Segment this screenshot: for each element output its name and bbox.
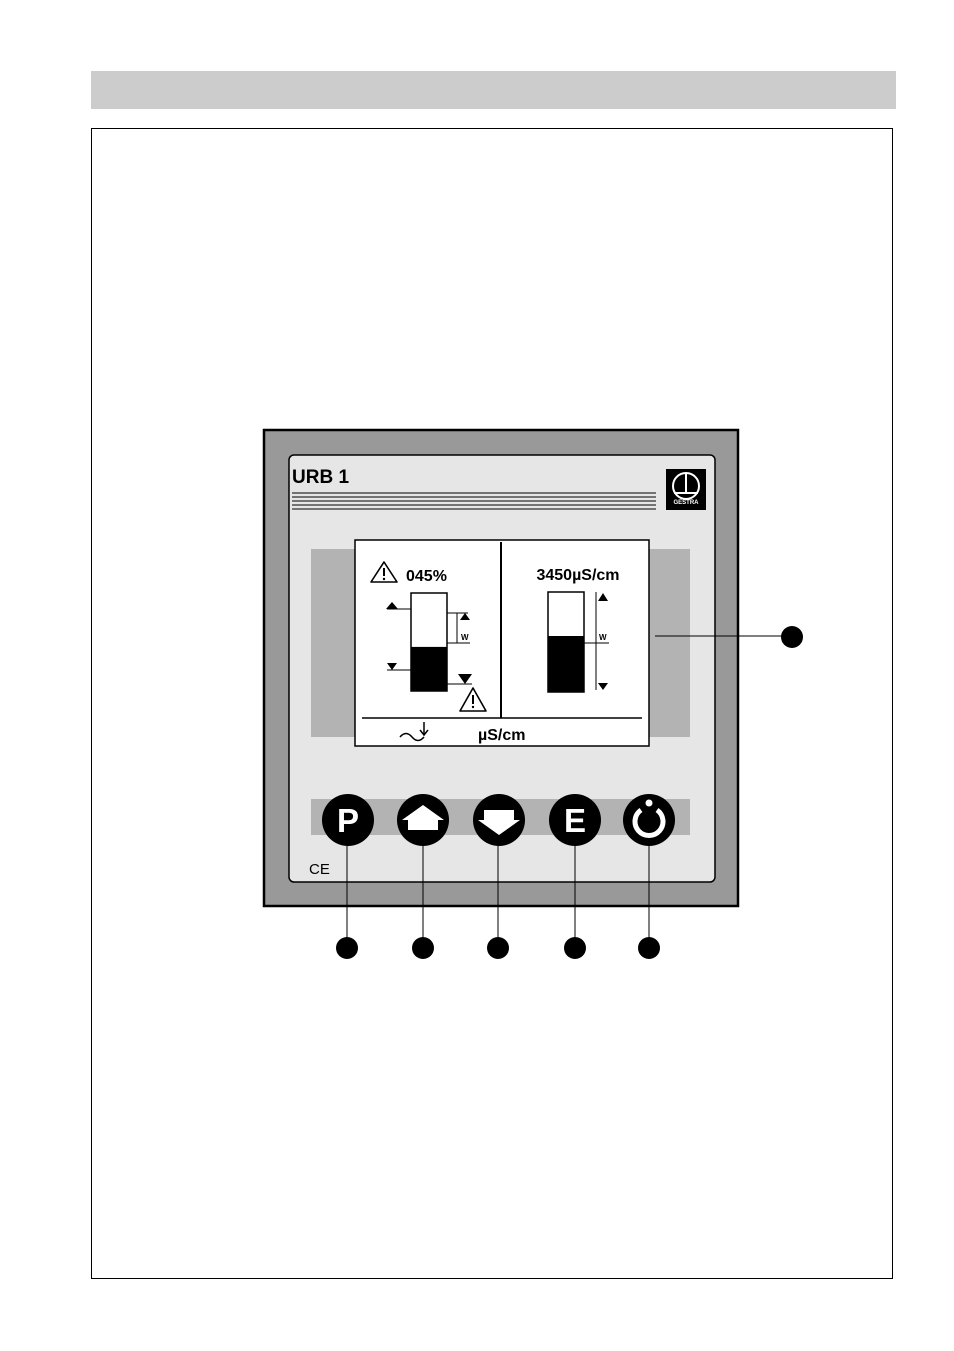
reset-button[interactable] — [623, 794, 675, 846]
callout-marker-button-3 — [487, 937, 509, 959]
callout-marker-button-4 — [564, 937, 586, 959]
ce-mark: CE — [309, 861, 330, 878]
callout-marker-display — [781, 626, 803, 648]
left-value: 045% — [406, 568, 447, 585]
callout-marker-button-1 — [336, 937, 358, 959]
right-value: 3450µS/cm — [536, 567, 620, 584]
enter-button[interactable] — [549, 794, 601, 846]
right-switchpoint-label: W — [599, 633, 607, 642]
model-title: URB 1 — [292, 467, 350, 488]
status-unit: µS/cm — [478, 727, 526, 744]
down-button[interactable] — [473, 794, 525, 846]
left-bar-fill — [411, 647, 447, 691]
callout-marker-button-2 — [412, 937, 434, 959]
right-bar-fill — [548, 636, 584, 692]
parameter-button-label: P — [336, 802, 360, 839]
brand-logo — [666, 469, 706, 510]
up-button[interactable] — [397, 794, 449, 846]
parameter-button[interactable] — [322, 794, 374, 846]
left-switchpoint-label: W — [461, 633, 469, 642]
enter-button-label: E — [563, 802, 587, 839]
callout-marker-button-5 — [638, 937, 660, 959]
brand-logo-text: GESTRA — [673, 500, 699, 506]
